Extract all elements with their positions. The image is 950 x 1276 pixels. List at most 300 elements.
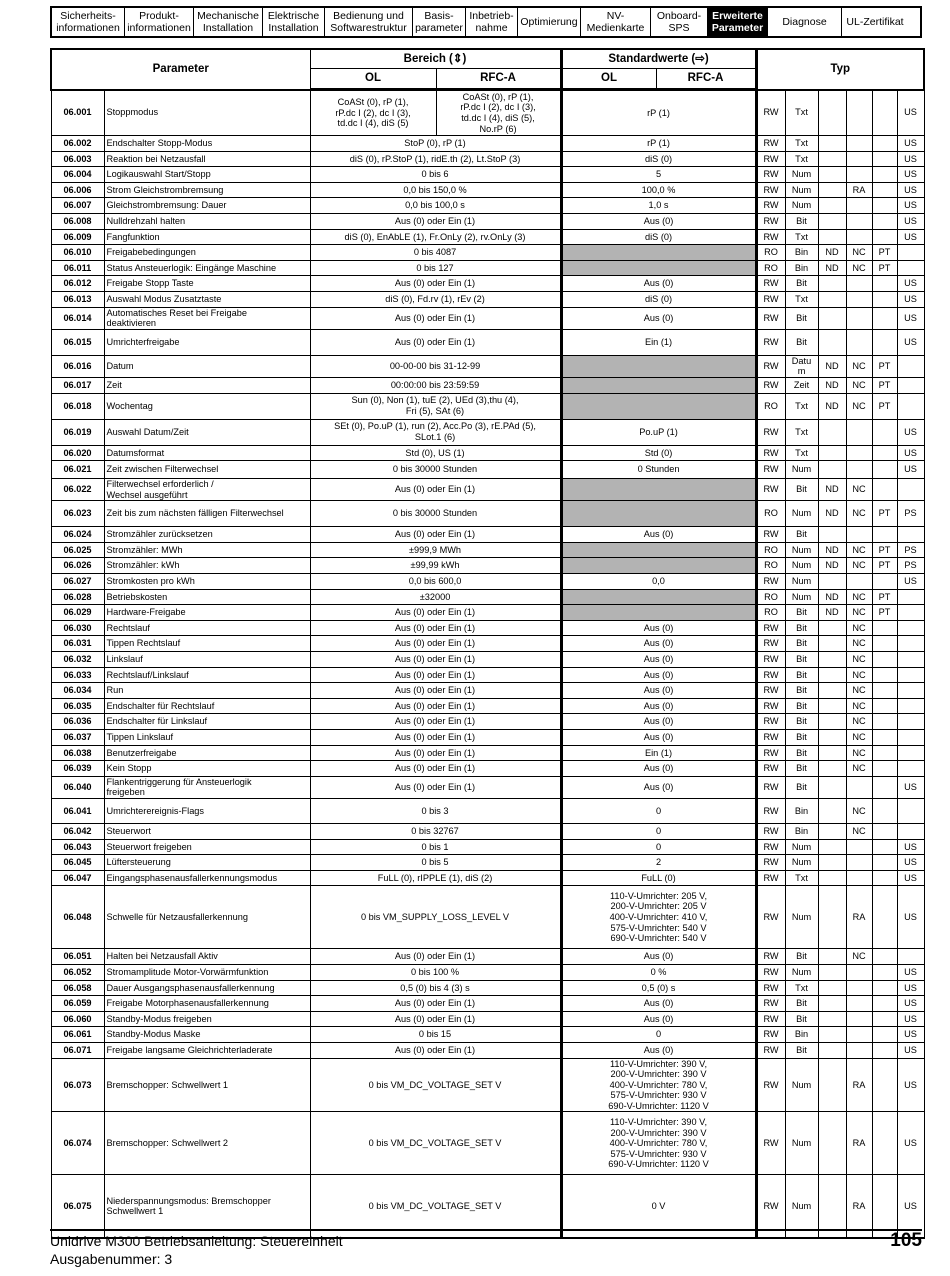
type-nc: NC — [846, 745, 872, 761]
table-row — [51, 307, 924, 329]
type-us: US — [897, 136, 924, 152]
type-pt: PT — [872, 245, 897, 261]
default-unavailable — [561, 377, 756, 393]
param-number: 06.059 — [51, 996, 104, 1012]
table-row — [51, 980, 924, 996]
type-access: RW — [756, 996, 785, 1012]
type-nd — [818, 683, 846, 699]
param-name: Bremschopper: Schwellwert 1 — [104, 1058, 310, 1112]
type-access: RW — [756, 445, 785, 461]
param-number: 06.024 — [51, 527, 104, 543]
type-pt — [872, 855, 897, 871]
default-value: Po.uP (1) — [561, 419, 756, 445]
range: 0 bis 32767 — [310, 823, 561, 839]
type-format: Num — [785, 886, 818, 949]
range: FuLL (0), rIPPLE (1), diS (2) — [310, 870, 561, 886]
type-pt — [872, 714, 897, 730]
type-access: RW — [756, 182, 785, 198]
param-number: 06.027 — [51, 574, 104, 590]
param-name: Reaktion bei Netzausfall — [104, 151, 310, 167]
type-nd: ND — [818, 377, 846, 393]
param-name: Eingangsphasenausfallerkennungsmodus — [104, 870, 310, 886]
type-format: Txt — [785, 136, 818, 152]
type-access: RO — [756, 260, 785, 276]
table-row — [51, 355, 924, 377]
type-format: Txt — [785, 229, 818, 245]
table-row — [51, 823, 924, 839]
type-nc — [846, 855, 872, 871]
type-nc: NC — [846, 823, 872, 839]
range: Aus (0) oder Ein (1) — [310, 605, 561, 621]
param-name: Fangfunktion — [104, 229, 310, 245]
type-us: US — [897, 776, 924, 798]
default-value: Aus (0) — [561, 667, 756, 683]
type-nd — [818, 870, 846, 886]
param-number: 06.013 — [51, 291, 104, 307]
param-number: 06.041 — [51, 798, 104, 823]
type-format: Bit — [785, 527, 818, 543]
param-name: Stromzähler: MWh — [104, 542, 310, 558]
type-nc — [846, 445, 872, 461]
type-nd — [818, 855, 846, 871]
param-number: 06.071 — [51, 1042, 104, 1058]
range: 0 bis 30000 Stunden — [310, 501, 561, 527]
type-us — [897, 667, 924, 683]
param-number: 06.031 — [51, 636, 104, 652]
table-row — [51, 776, 924, 798]
type-access: RW — [756, 839, 785, 855]
param-number: 06.061 — [51, 1027, 104, 1043]
type-us — [897, 527, 924, 543]
type-format: Num — [785, 964, 818, 980]
type-access: RW — [756, 151, 785, 167]
param-name: Status Ansteuerlogik: Eingänge Maschine — [104, 260, 310, 276]
param-name: Betriebskosten — [104, 589, 310, 605]
param-number: 06.045 — [51, 855, 104, 871]
nav-tab-3[interactable]: Elektrische Installation — [263, 8, 325, 36]
param-number: 06.023 — [51, 501, 104, 527]
type-pt — [872, 1058, 897, 1112]
param-name: Tippen Rechtslauf — [104, 636, 310, 652]
type-pt — [872, 730, 897, 746]
param-name: Zeit — [104, 377, 310, 393]
type-format: Txt — [785, 393, 818, 419]
default-value: Aus (0) — [561, 636, 756, 652]
type-nd — [818, 745, 846, 761]
param-number: 06.015 — [51, 329, 104, 355]
type-format: Txt — [785, 151, 818, 167]
table-row — [51, 574, 924, 590]
type-format: Num — [785, 574, 818, 590]
default-unavailable — [561, 501, 756, 527]
table-row — [51, 886, 924, 949]
type-nc: NC — [846, 605, 872, 621]
type-nc — [846, 1011, 872, 1027]
type-nc: NC — [846, 589, 872, 605]
nav-tab-8[interactable]: NV- Medienkarte — [581, 8, 651, 36]
col-header-bereich: Bereich (⇕) — [310, 49, 561, 69]
param-name: Stromzähler zurücksetzen — [104, 527, 310, 543]
type-format: Num — [785, 182, 818, 198]
type-nc — [846, 964, 872, 980]
param-name: Freigabe Stopp Taste — [104, 276, 310, 292]
range: StoP (0), rP (1) — [310, 136, 561, 152]
param-number: 06.047 — [51, 870, 104, 886]
default-value: 0 — [561, 1027, 756, 1043]
param-number: 06.075 — [51, 1175, 104, 1238]
default-value: Aus (0) — [561, 620, 756, 636]
param-number: 06.033 — [51, 667, 104, 683]
type-access: RW — [756, 419, 785, 445]
table-row — [51, 461, 924, 479]
type-nd — [818, 291, 846, 307]
type-nd — [818, 167, 846, 183]
table-row — [51, 182, 924, 198]
type-access: RW — [756, 776, 785, 798]
param-name: Zeit zwischen Filterwechsel — [104, 461, 310, 479]
param-name: Gleichstrombremsung: Dauer — [104, 198, 310, 214]
table-row — [51, 229, 924, 245]
param-number: 06.022 — [51, 479, 104, 501]
table-row — [51, 90, 924, 136]
range: 00:00:00 bis 23:59:59 — [310, 377, 561, 393]
type-format: Bin — [785, 823, 818, 839]
type-format: Bit — [785, 1011, 818, 1027]
param-number: 06.025 — [51, 542, 104, 558]
type-pt — [872, 636, 897, 652]
table-row — [51, 683, 924, 699]
footer-rule — [50, 1229, 922, 1231]
type-format: Bit — [785, 949, 818, 965]
type-nc: RA — [846, 1175, 872, 1238]
type-nc — [846, 461, 872, 479]
type-format: Num — [785, 1112, 818, 1175]
type-nd — [818, 636, 846, 652]
default-unavailable — [561, 355, 756, 377]
type-nd: ND — [818, 501, 846, 527]
table-row — [51, 620, 924, 636]
param-name: Stoppmodus — [104, 90, 310, 136]
param-number: 06.039 — [51, 761, 104, 777]
range: Aus (0) oder Ein (1) — [310, 479, 561, 501]
type-nd: ND — [818, 355, 846, 377]
type-us — [897, 620, 924, 636]
range: 0 bis 100 % — [310, 964, 561, 980]
default-value: diS (0) — [561, 151, 756, 167]
type-access: RW — [756, 479, 785, 501]
type-us — [897, 636, 924, 652]
nav-tab-6[interactable]: Inbetrieb- nahme — [466, 8, 518, 36]
table-row — [51, 198, 924, 214]
type-us: US — [897, 1042, 924, 1058]
nav-tab-0[interactable]: Sicherheits- informationen — [52, 8, 125, 36]
default-value: 0 V — [561, 1175, 756, 1238]
range: 0 bis 6 — [310, 167, 561, 183]
type-pt — [872, 761, 897, 777]
param-number: 06.034 — [51, 683, 104, 699]
type-access: RW — [756, 307, 785, 329]
table-row — [51, 479, 924, 501]
table-row — [51, 276, 924, 292]
table-row — [51, 636, 924, 652]
table-row — [51, 445, 924, 461]
type-nc: RA — [846, 1112, 872, 1175]
type-nc: RA — [846, 1058, 872, 1112]
type-access: RW — [756, 291, 785, 307]
range: Aus (0) oder Ein (1) — [310, 527, 561, 543]
type-access: RW — [756, 652, 785, 668]
type-nd — [818, 1027, 846, 1043]
range: Aus (0) oder Ein (1) — [310, 761, 561, 777]
table-row — [51, 949, 924, 965]
type-pt — [872, 527, 897, 543]
default-value: rP (1) — [561, 136, 756, 152]
range: Aus (0) oder Ein (1) — [310, 683, 561, 699]
type-nd — [818, 574, 846, 590]
param-number: 06.021 — [51, 461, 104, 479]
type-format: Bit — [785, 1042, 818, 1058]
param-name: Dauer Ausgangsphasenausfallerkennung — [104, 980, 310, 996]
range: Aus (0) oder Ein (1) — [310, 745, 561, 761]
type-access: RW — [756, 1058, 785, 1112]
type-nc — [846, 198, 872, 214]
param-name: Linkslauf — [104, 652, 310, 668]
type-us: US — [897, 1058, 924, 1112]
type-us: US — [897, 1112, 924, 1175]
type-nd — [818, 419, 846, 445]
type-access: RW — [756, 667, 785, 683]
type-nc — [846, 527, 872, 543]
param-name: Lüftersteuerung — [104, 855, 310, 871]
type-format: Num — [785, 1058, 818, 1112]
nav-tab-1[interactable]: Produkt- informationen — [125, 8, 194, 36]
type-nd: ND — [818, 260, 846, 276]
type-nd: ND — [818, 605, 846, 621]
type-nd: ND — [818, 245, 846, 261]
type-access: RO — [756, 605, 785, 621]
type-us — [897, 479, 924, 501]
range: 0,0 bis 600,0 — [310, 574, 561, 590]
param-name: Endschalter Stopp-Modus — [104, 136, 310, 152]
type-us — [897, 698, 924, 714]
default-value: 0,0 — [561, 574, 756, 590]
type-access: RW — [756, 745, 785, 761]
table-row — [51, 870, 924, 886]
type-nd — [818, 714, 846, 730]
param-number: 06.036 — [51, 714, 104, 730]
type-format: Num — [785, 167, 818, 183]
type-nd — [818, 698, 846, 714]
type-nc — [846, 276, 872, 292]
type-pt — [872, 479, 897, 501]
nav-tab-10[interactable]: Erweiterte Parameter — [708, 8, 768, 36]
default-value: 0 — [561, 839, 756, 855]
type-nd — [818, 886, 846, 949]
param-name: Standby-Modus Maske — [104, 1027, 310, 1043]
type-access: RO — [756, 393, 785, 419]
col-header-default-rfca: RFC-A — [656, 69, 756, 90]
type-nc — [846, 229, 872, 245]
type-us — [897, 949, 924, 965]
type-nc — [846, 1042, 872, 1058]
table-row — [51, 527, 924, 543]
range: 00-00-00 bis 31-12-99 — [310, 355, 561, 377]
table-row — [51, 501, 924, 527]
param-number: 06.073 — [51, 1058, 104, 1112]
type-format: Bit — [785, 698, 818, 714]
type-format: Bin — [785, 1027, 818, 1043]
default-value: Aus (0) — [561, 276, 756, 292]
nav-tab-9[interactable]: Onboard- SPS — [651, 8, 708, 36]
range: 0 bis VM_SUPPLY_LOSS_LEVEL V — [310, 886, 561, 949]
range: ±32000 — [310, 589, 561, 605]
param-name: Endschalter für Rechtslauf — [104, 698, 310, 714]
type-us — [897, 377, 924, 393]
param-name: Flankentriggerung für Ansteuerlogik freigeben — [104, 776, 310, 798]
param-number: 06.004 — [51, 167, 104, 183]
type-nc: NC — [846, 761, 872, 777]
param-number: 06.028 — [51, 589, 104, 605]
range: 0 bis 4087 — [310, 245, 561, 261]
type-format: Bit — [785, 276, 818, 292]
param-name: Umrichterereignis-Flags — [104, 798, 310, 823]
range: Aus (0) oder Ein (1) — [310, 949, 561, 965]
col-header-default-ol: OL — [561, 69, 656, 90]
default-value: Ein (1) — [561, 329, 756, 355]
param-name: Hardware-Freigabe — [104, 605, 310, 621]
type-access: RO — [756, 558, 785, 574]
type-nd — [818, 823, 846, 839]
default-value: 110-V-Umrichter: 390 V, 200-V-Umrichter: 390 V 400-V-Umrichter: 780 V, 575-V-Umrichter: 930 V 690-V-Umrichter: 1120 V — [561, 1112, 756, 1175]
type-access: RW — [756, 1011, 785, 1027]
table-row — [51, 1027, 924, 1043]
type-access: RO — [756, 245, 785, 261]
type-nc — [846, 213, 872, 229]
range: Std (0), US (1) — [310, 445, 561, 461]
type-pt — [872, 745, 897, 761]
type-nd — [818, 136, 846, 152]
nav-tab-11[interactable]: Diagnose — [768, 8, 842, 36]
col-header-bereich-ol: OL — [310, 69, 436, 90]
param-number: 06.007 — [51, 198, 104, 214]
type-nc: NC — [846, 620, 872, 636]
type-pt — [872, 949, 897, 965]
param-name: Kein Stopp — [104, 761, 310, 777]
type-nd — [818, 980, 846, 996]
type-us: US — [897, 870, 924, 886]
param-number: 06.003 — [51, 151, 104, 167]
default-value: Ein (1) — [561, 745, 756, 761]
param-number: 06.058 — [51, 980, 104, 996]
type-nc — [846, 167, 872, 183]
type-format: Bit — [785, 683, 818, 699]
default-value: 1,0 s — [561, 198, 756, 214]
default-unavailable — [561, 479, 756, 501]
type-nd — [818, 964, 846, 980]
nav-tab-5[interactable]: Basis- parameter — [413, 8, 466, 36]
type-access: RW — [756, 964, 785, 980]
type-pt: PT — [872, 501, 897, 527]
type-format: Bit — [785, 714, 818, 730]
default-value: Aus (0) — [561, 527, 756, 543]
type-nd: ND — [818, 479, 846, 501]
col-header-standardwerte: Standardwerte (⇨) — [561, 49, 756, 69]
type-us — [897, 823, 924, 839]
default-value: 5 — [561, 167, 756, 183]
type-pt: PT — [872, 542, 897, 558]
type-nc: NC — [846, 949, 872, 965]
type-us: US — [897, 1175, 924, 1238]
range: Aus (0) oder Ein (1) — [310, 730, 561, 746]
type-nc — [846, 90, 872, 136]
type-nd — [818, 839, 846, 855]
type-pt — [872, 182, 897, 198]
range: 0 bis 30000 Stunden — [310, 461, 561, 479]
type-pt — [872, 329, 897, 355]
type-us — [897, 730, 924, 746]
param-name: Run — [104, 683, 310, 699]
range: diS (0), EnAbLE (1), Fr.OnLy (2), rv.OnLy (3) — [310, 229, 561, 245]
type-access: RW — [756, 198, 785, 214]
default-value: rP (1) — [561, 90, 756, 136]
footer-title: Unidrive M300 Betriebsanleitung: Steuereinheit — [50, 1233, 343, 1249]
type-nc: RA — [846, 886, 872, 949]
type-us: PS — [897, 542, 924, 558]
range: Aus (0) oder Ein (1) — [310, 636, 561, 652]
param-name: Automatisches Reset bei Freigabe deaktivieren — [104, 307, 310, 329]
type-nc: NC — [846, 652, 872, 668]
type-access: RO — [756, 542, 785, 558]
default-value: FuLL (0) — [561, 870, 756, 886]
param-name: Tippen Linkslauf — [104, 730, 310, 746]
nav-tab-12[interactable]: UL-Zertifikat — [846, 16, 904, 28]
range: 0 bis 5 — [310, 855, 561, 871]
type-format: Bit — [785, 307, 818, 329]
param-number: 06.040 — [51, 776, 104, 798]
type-access: RW — [756, 980, 785, 996]
type-nc — [846, 1027, 872, 1043]
type-nd: ND — [818, 542, 846, 558]
nav-tab-4[interactable]: Bedienung und Softwarestruktur — [325, 8, 413, 36]
type-format: Num — [785, 558, 818, 574]
type-pt: PT — [872, 605, 897, 621]
type-format: Bit — [785, 479, 818, 501]
range: Aus (0) oder Ein (1) — [310, 213, 561, 229]
nav-tab-7[interactable]: Optimierung — [518, 8, 581, 36]
type-us: US — [897, 1027, 924, 1043]
default-value: Aus (0) — [561, 714, 756, 730]
type-access: RW — [756, 229, 785, 245]
col-header-typ: Typ — [756, 49, 924, 90]
type-pt — [872, 229, 897, 245]
range: 0 bis 3 — [310, 798, 561, 823]
param-name: Steuerwort — [104, 823, 310, 839]
type-nd — [818, 307, 846, 329]
type-format: Bin — [785, 798, 818, 823]
range: Aus (0) oder Ein (1) — [310, 667, 561, 683]
footer-issue: Ausgabenummer: 3 — [50, 1251, 173, 1267]
col-header-bereich-rfca: RFC-A — [436, 69, 561, 90]
default-value: 0 Stunden — [561, 461, 756, 479]
param-name: Datumsformat — [104, 445, 310, 461]
type-us — [897, 798, 924, 823]
default-unavailable — [561, 558, 756, 574]
table-row — [51, 558, 924, 574]
table-row — [51, 798, 924, 823]
type-format: Bit — [785, 745, 818, 761]
type-us: US — [897, 229, 924, 245]
nav-tab-2[interactable]: Mechanische Installation — [194, 8, 263, 36]
